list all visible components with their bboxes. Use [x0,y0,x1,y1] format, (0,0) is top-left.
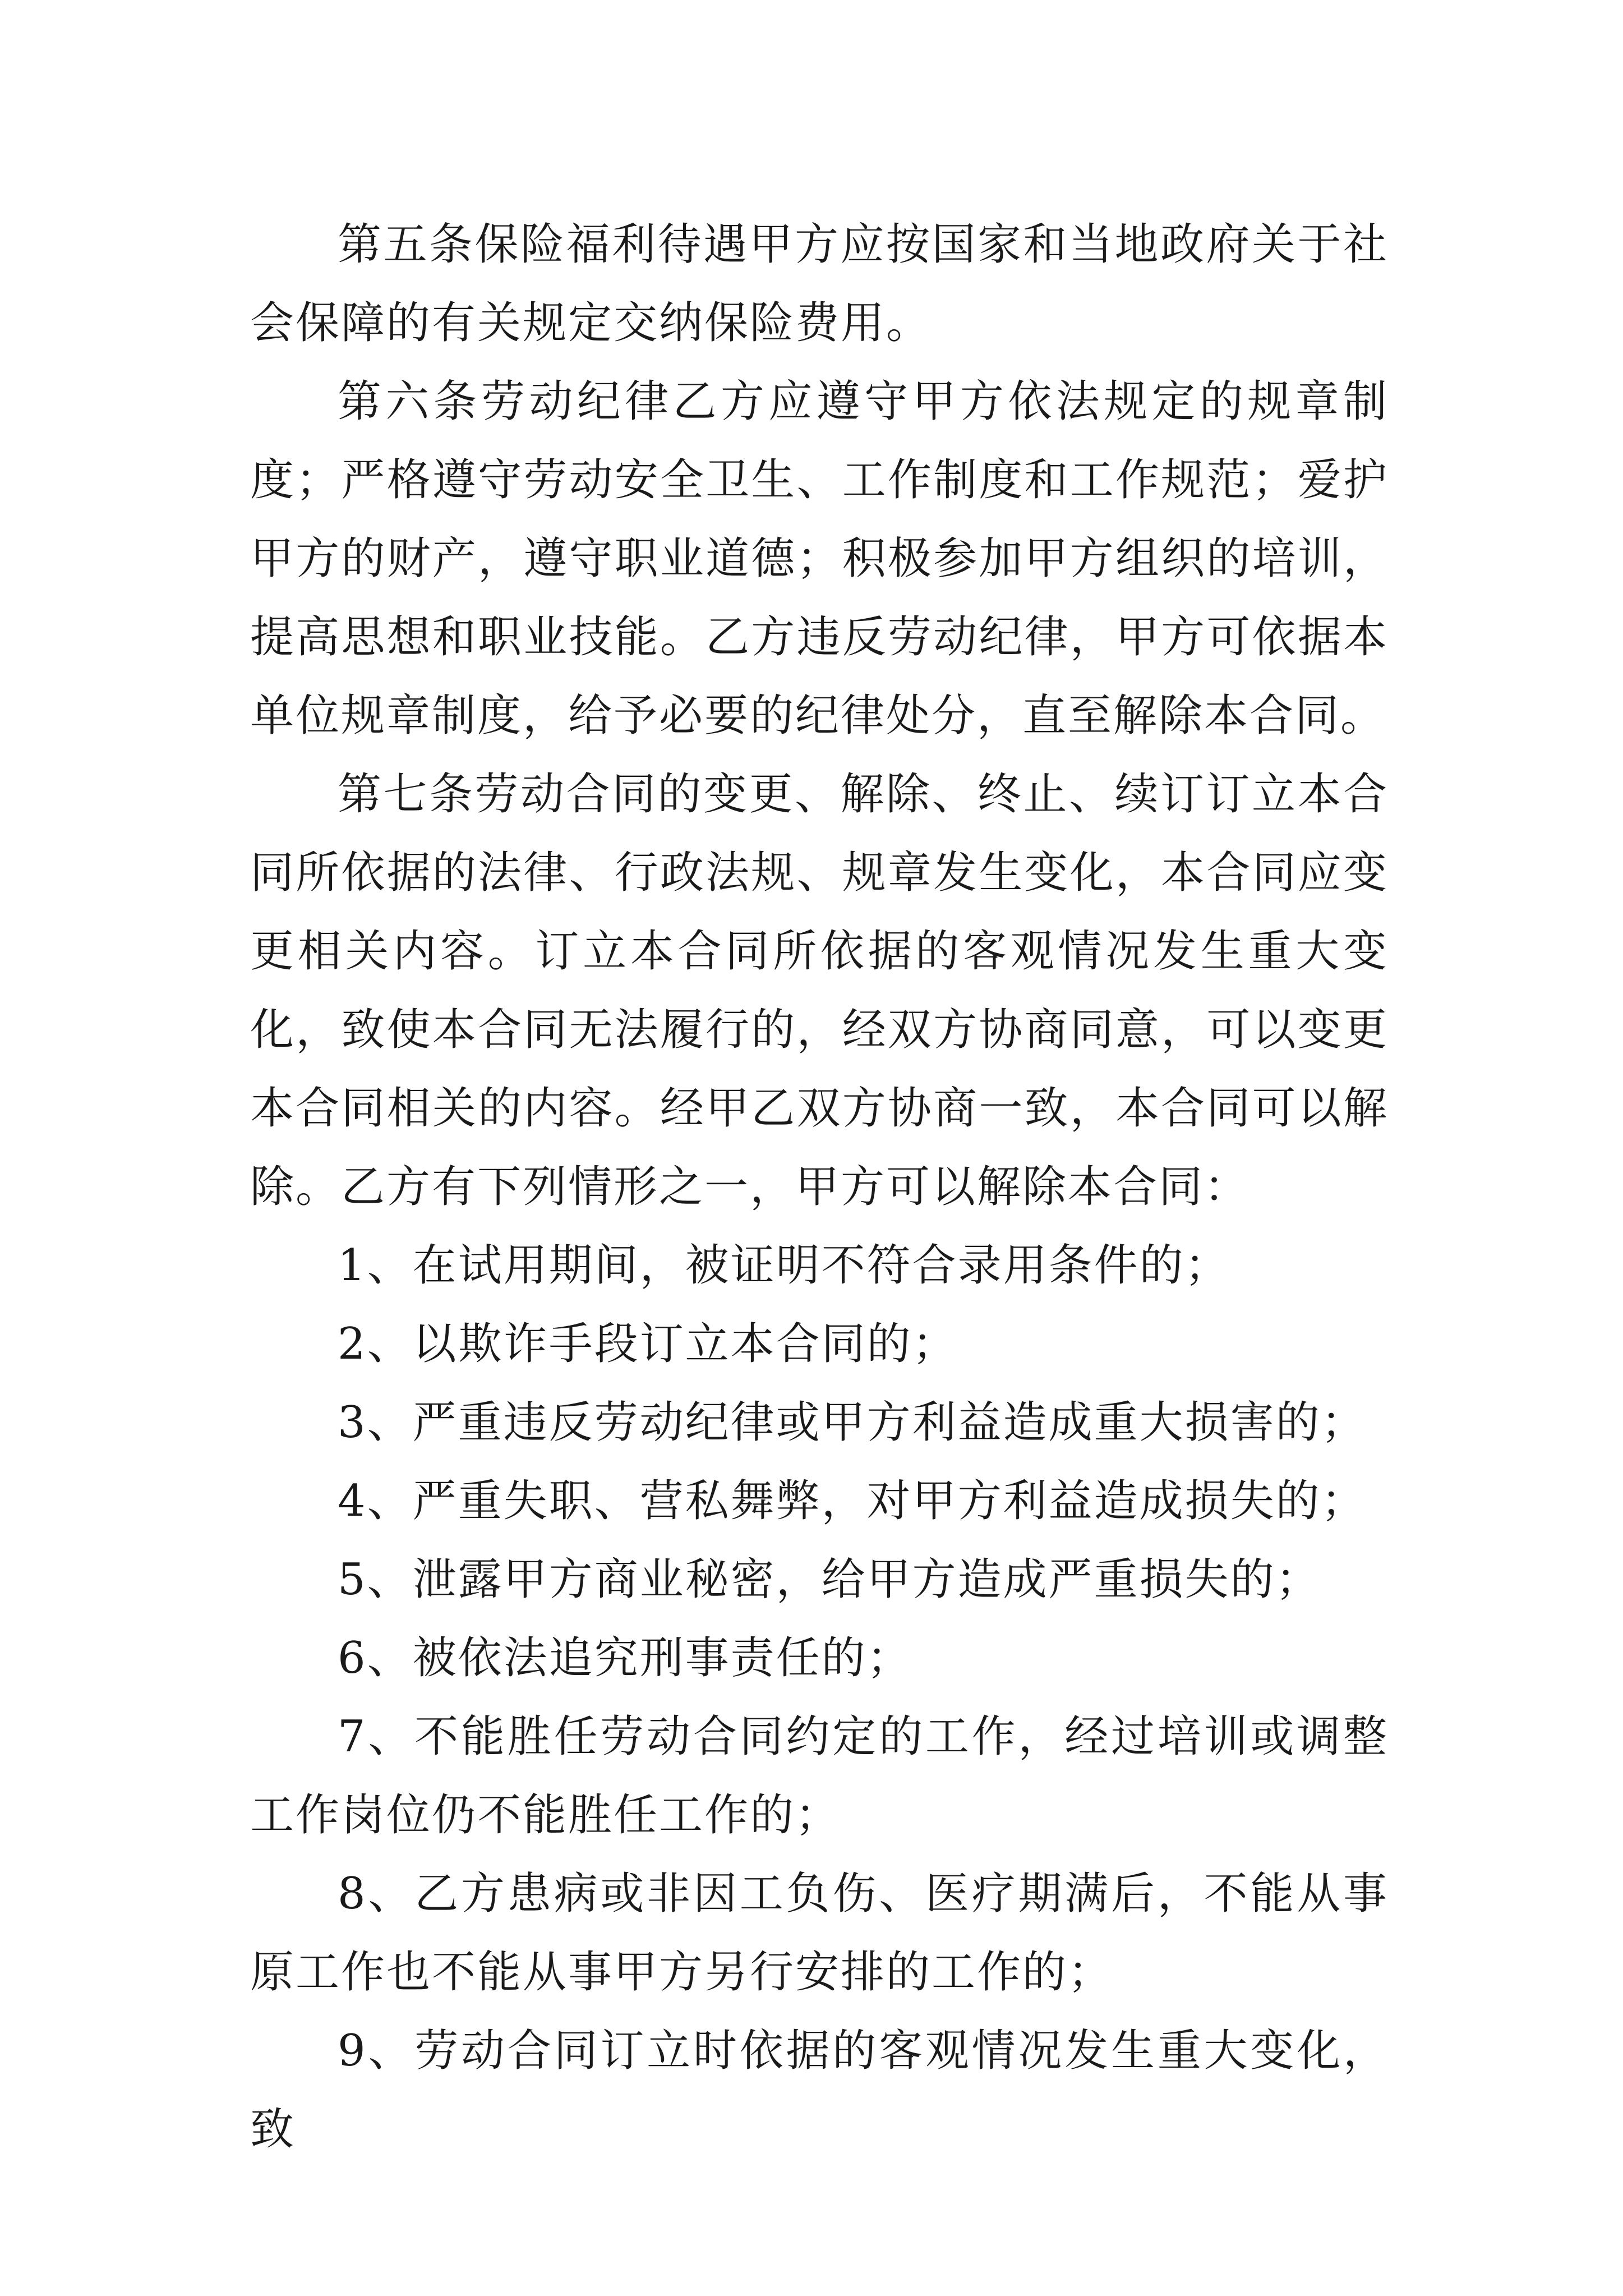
list-item-9: 9、劳动合同订立时依据的客观情况发生重大变化，致 [250,2026,1389,2155]
list-item-5: 5、泄露甲方商业秘密，给甲方造成严重损失的； [338,1554,1321,1605]
article-5-paragraph: 第五条保险福利待遇甲方应按国家和当地政府关于社会保障的有关规定交纳保险费用。 [250,219,1389,348]
list-item-2: 2、以欺诈手段订立本合同的； [338,1319,958,1369]
article-7-paragraph: 第七条劳动合同的变更、解除、终止、续订订立本合同所依据的法律、行政法规、规章发生变化，本合同应变更相关内容。订立本合同所依据的客观情况发生重大变化，致使本合同无法履行的，经双方协商同意，可以变更本合同相关的内容。经甲乙双方协商一致，本合同可以解除。乙方有下列情形之一，甲方可以解除本合同： [250,769,1389,1212]
list-item-3: 3、严重违反劳动纪律或甲方利益造成重大损害的； [338,1397,1367,1448]
article-6-paragraph: 第六条劳动纪律乙方应遵守甲方依法规定的规章制度；严格遵守劳动安全卫生、工作制度和工作规范；爱护甲方的财产，遵守职业道德；积极参加甲方组织的培训，提高思想和职业技能。乙方违反劳动纪律，甲方可依据本单位规章制度，给予必要的纪律处分，直至解除本合同。 [250,376,1389,741]
document-body [250,205,1389,2169]
list-item-1: 1、在试用期间，被证明不符合录用条件的； [338,1240,1230,1291]
list-item-6: 6、被依法追究刑事责任的； [338,1633,912,1683]
list-item-7: 7、不能胜任劳动合同约定的工作，经过培训或调整工作岗位仍不能胜任工作的； [250,1711,1389,1841]
list-item-4: 4、严重失职、营私舞弊，对甲方利益造成损失的； [338,1476,1367,1526]
list-item-8: 8、乙方患病或非因工负伤、医疗期满后，不能从事原工作也不能从事甲方另行安排的工作的； [250,1869,1389,1998]
